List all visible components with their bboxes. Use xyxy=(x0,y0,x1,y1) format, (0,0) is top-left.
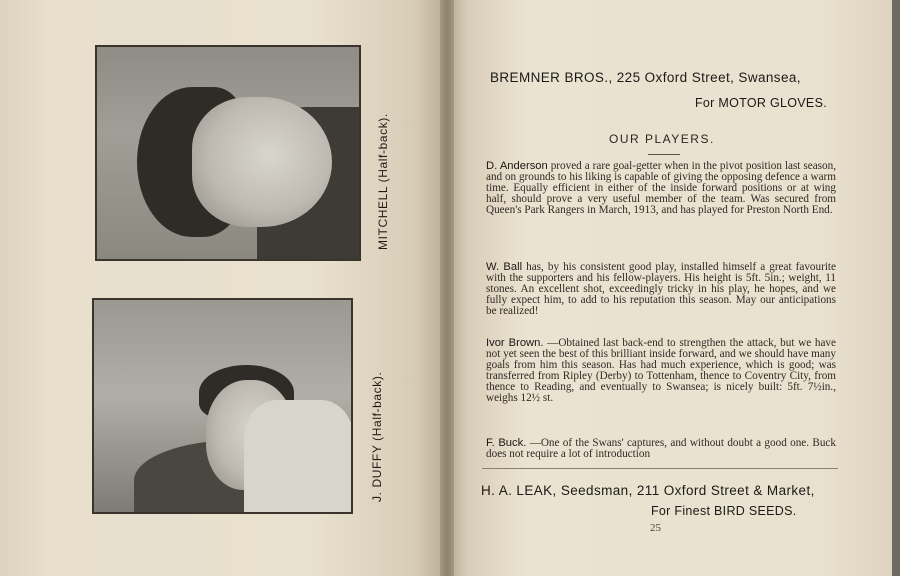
photo-caption-mitchell: MITCHELL (Half-back). xyxy=(376,113,390,250)
heading-rule xyxy=(648,154,680,155)
page-number: 25 xyxy=(650,522,661,534)
top-ad-line1: BREMNER BROS., 225 Oxford Street, Swansea, xyxy=(490,70,801,85)
player-name: D. Anderson xyxy=(486,160,548,172)
player-name: W. Ball xyxy=(486,261,523,273)
player-photo-duffy xyxy=(92,298,353,514)
player-text: proved a rare goal-getter when in the pivot position last season, and on grounds to his liking is capable of giving the opposing defence a warm time. Equally efficient in either of the inside forward positions or at wing half, should prove a very useful member of the team. Was secured from Queen's Park Rangers in March, 1913, and has played for Preston North End. xyxy=(486,160,836,217)
player-name: Ivor Brown. xyxy=(486,337,544,349)
player-text: —Obtained last back-end to strengthen the attack, but we have not yet seen the best of this brilliant inside forward, and we should have many goals from him this season. Has had much experience, which is good; was transferred from Ripley (Derby) to Tottenham, thence to Coventry City, from thence to Reading, and eventually to Swansea; is nicely built: 5ft. 7½in., weighs 12½ st. xyxy=(486,337,836,405)
booklet-gutter xyxy=(440,0,454,576)
player-text: has, by his consistent good play, installed himself a great favourite with the supporters and his fellow-players. His height is 5ft. 5in.; weight, 11 stones. An excellent shot, exceedingly tricky in his play, he hopes, and we fully expect him, to add to his reputation this season. May our anticipations be realized! xyxy=(486,261,837,318)
player-entry-brown xyxy=(486,338,836,405)
player-photo-mitchell xyxy=(95,45,361,261)
photo-caption-duffy: J. DUFFY (Half-back). xyxy=(370,371,384,502)
top-ad-line2: For MOTOR GLOVES. xyxy=(695,96,827,110)
section-heading: OUR PLAYERS. xyxy=(609,132,715,146)
player-entry-anderson xyxy=(486,161,836,216)
player-text: —One of the Swans' captures, and without doubt a good one. Buck does not require a lot of introduction xyxy=(486,437,836,461)
bottom-ad-line1: H. A. LEAK, Seedsman, 211 Oxford Street & Market, xyxy=(481,483,815,498)
player-entry-ball xyxy=(486,262,836,317)
player-entry-buck xyxy=(486,438,836,460)
player-name: F. Buck. xyxy=(486,437,527,449)
bottom-rule xyxy=(482,468,838,469)
bottom-ad-line2: For Finest BIRD SEEDS. xyxy=(651,504,797,518)
